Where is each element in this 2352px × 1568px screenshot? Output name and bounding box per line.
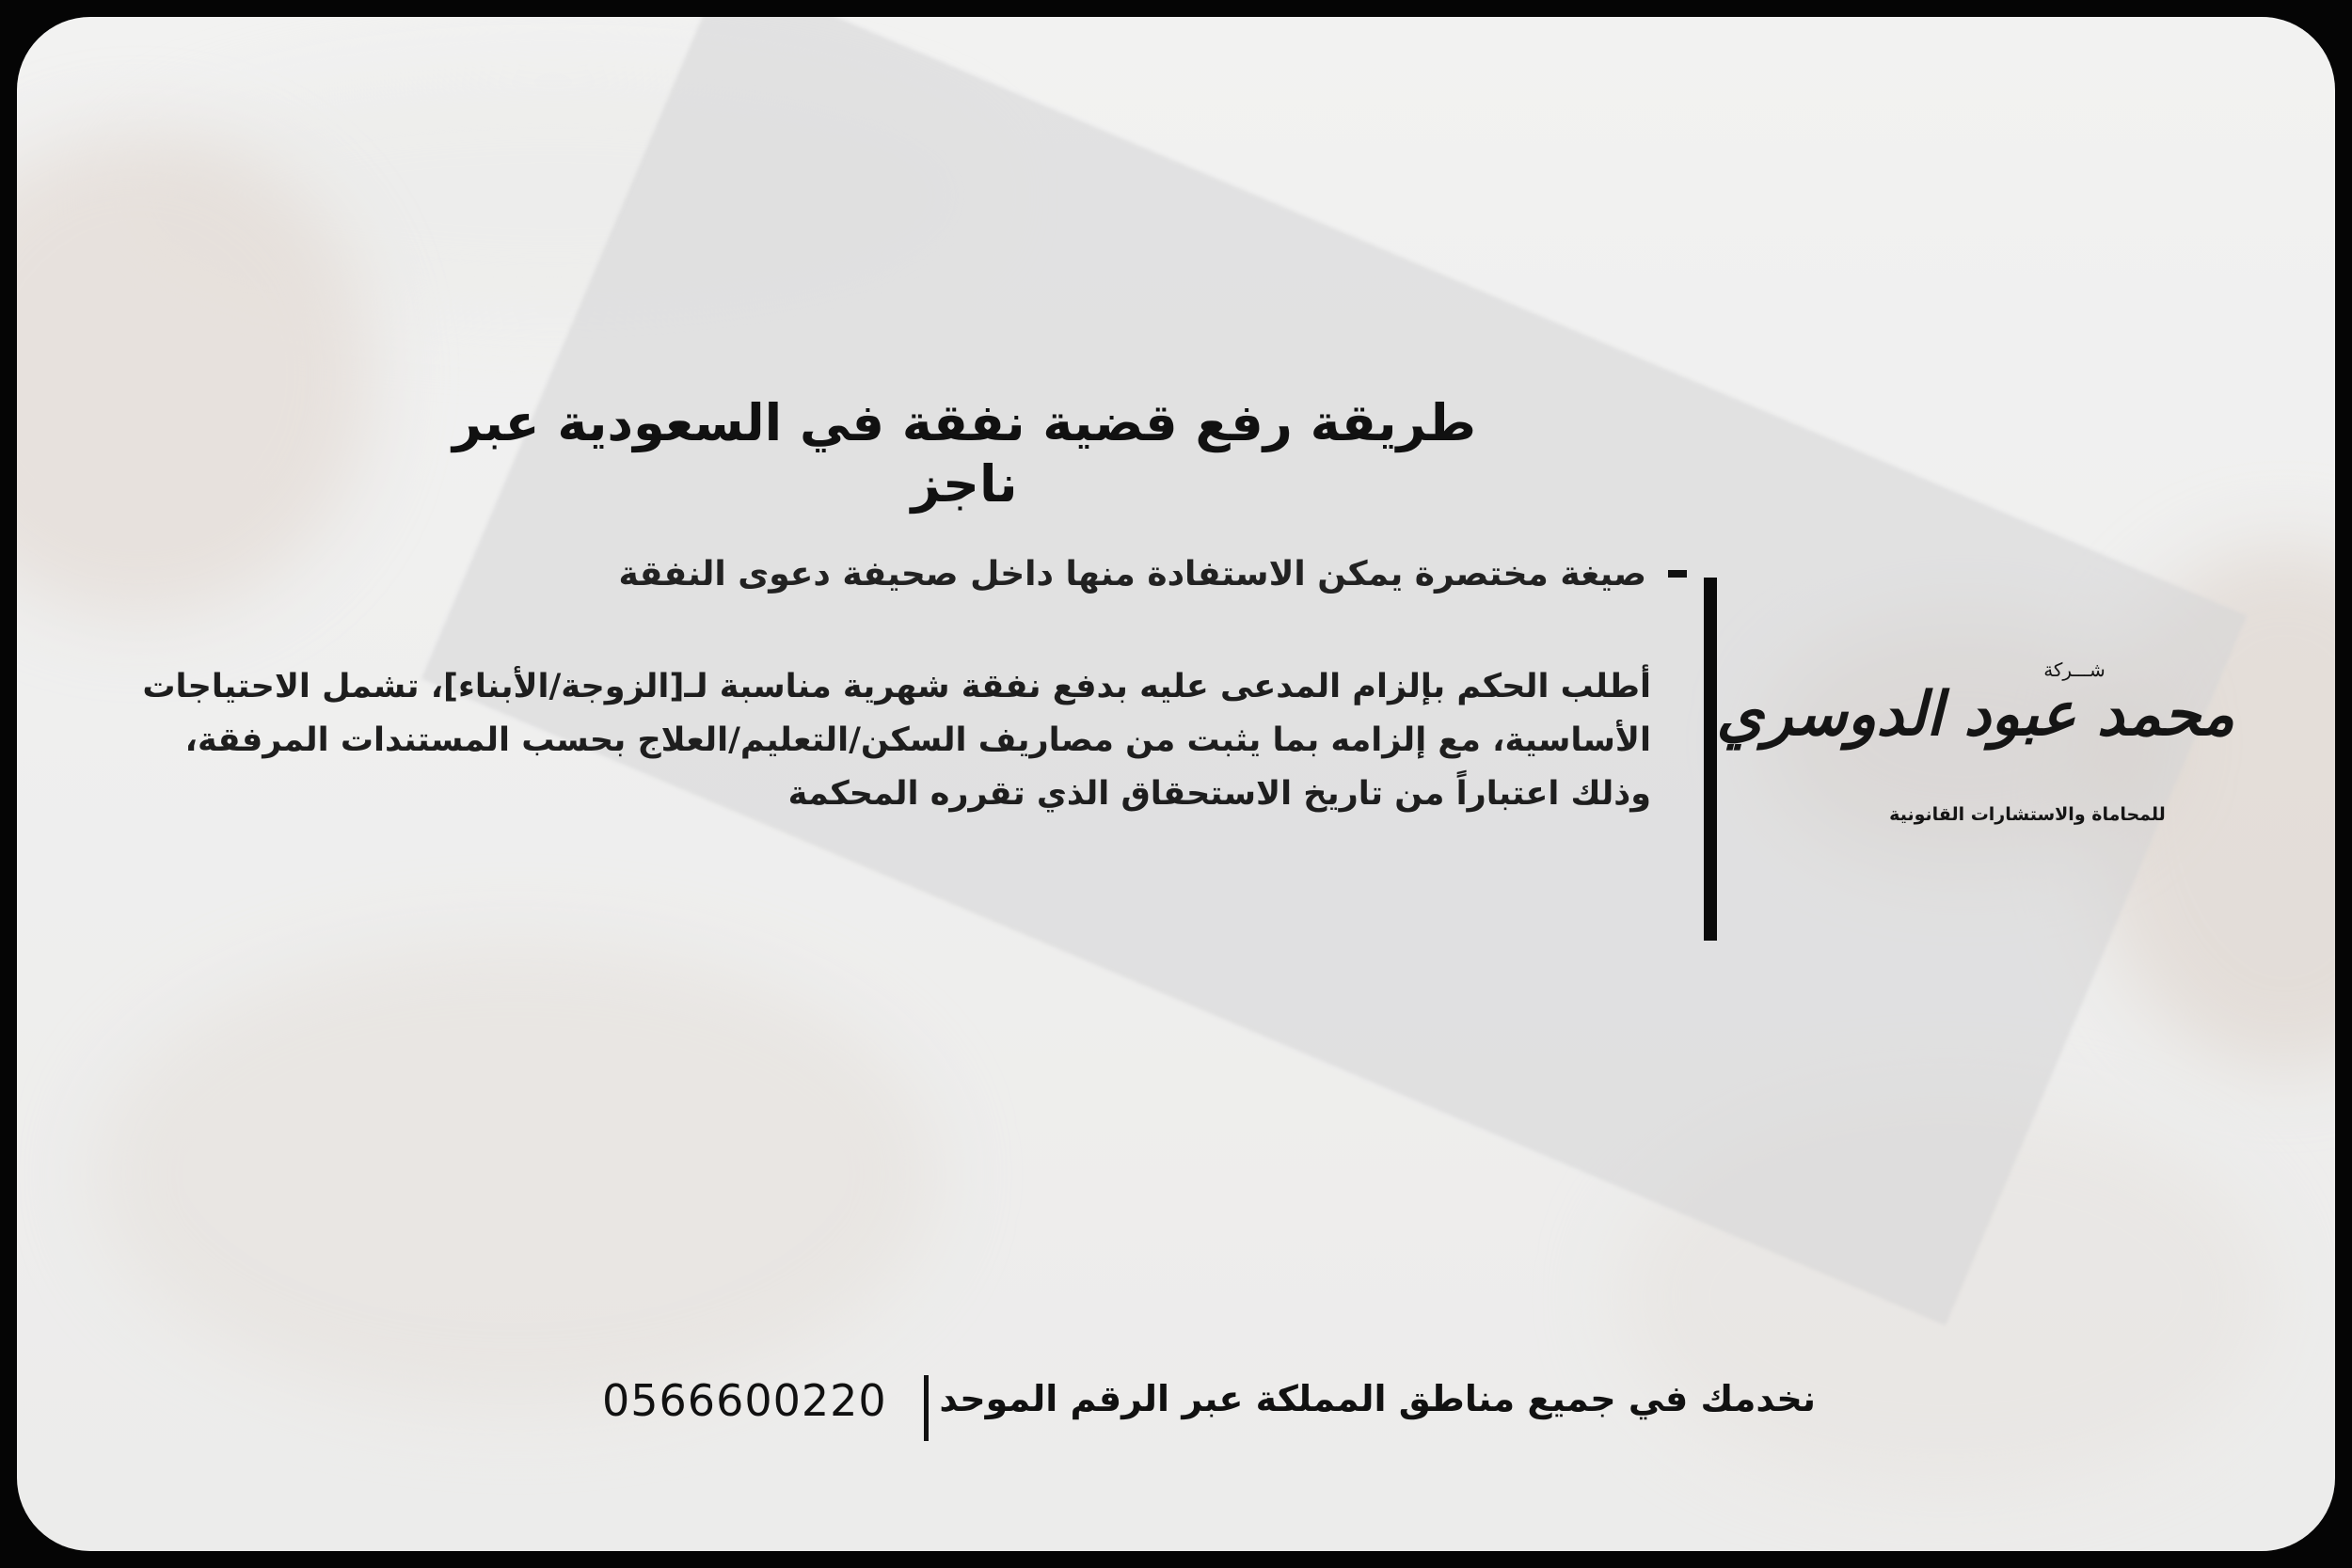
page-title: طريقة رفع قضية نفقة في السعودية عبر ناجز [453,393,1476,514]
logo-prefix: شـــركة [2043,658,2106,681]
phone-number: 0566600220 [602,1375,887,1426]
footer-text: نخدمك في جميع مناطق المملكة عبر الرقم الموحد [939,1378,1816,1419]
claim-text: أطلب الحكم بإلزام المدعى عليه بدفع نفقة شهرية مناسبة لـ[الزوجة/الأبناء]، تشمل الاحتياجات الأساسية، مع إلزامه بما يثبت من مصاريف السكن/التعليم/العلاج بحسب المستندات المرفقة، وذلك اعتباراً من تاريخ الاستحقاق الذي تقرره المحكمة [142,668,1651,813]
bullet-dash [1668,570,1687,578]
footer-divider [924,1375,929,1441]
logo-tagline: للمحاماة والاستشارات القانونية [1889,804,2166,825]
logo-name: محمد عبود الدوسري [1716,679,2234,750]
subtitle: صيغة مختصرة يمكن الاستفادة منها داخل صحيفة دعوى النفقة [618,555,1646,594]
vertical-divider [1704,578,1717,941]
company-logo [1716,658,2234,847]
